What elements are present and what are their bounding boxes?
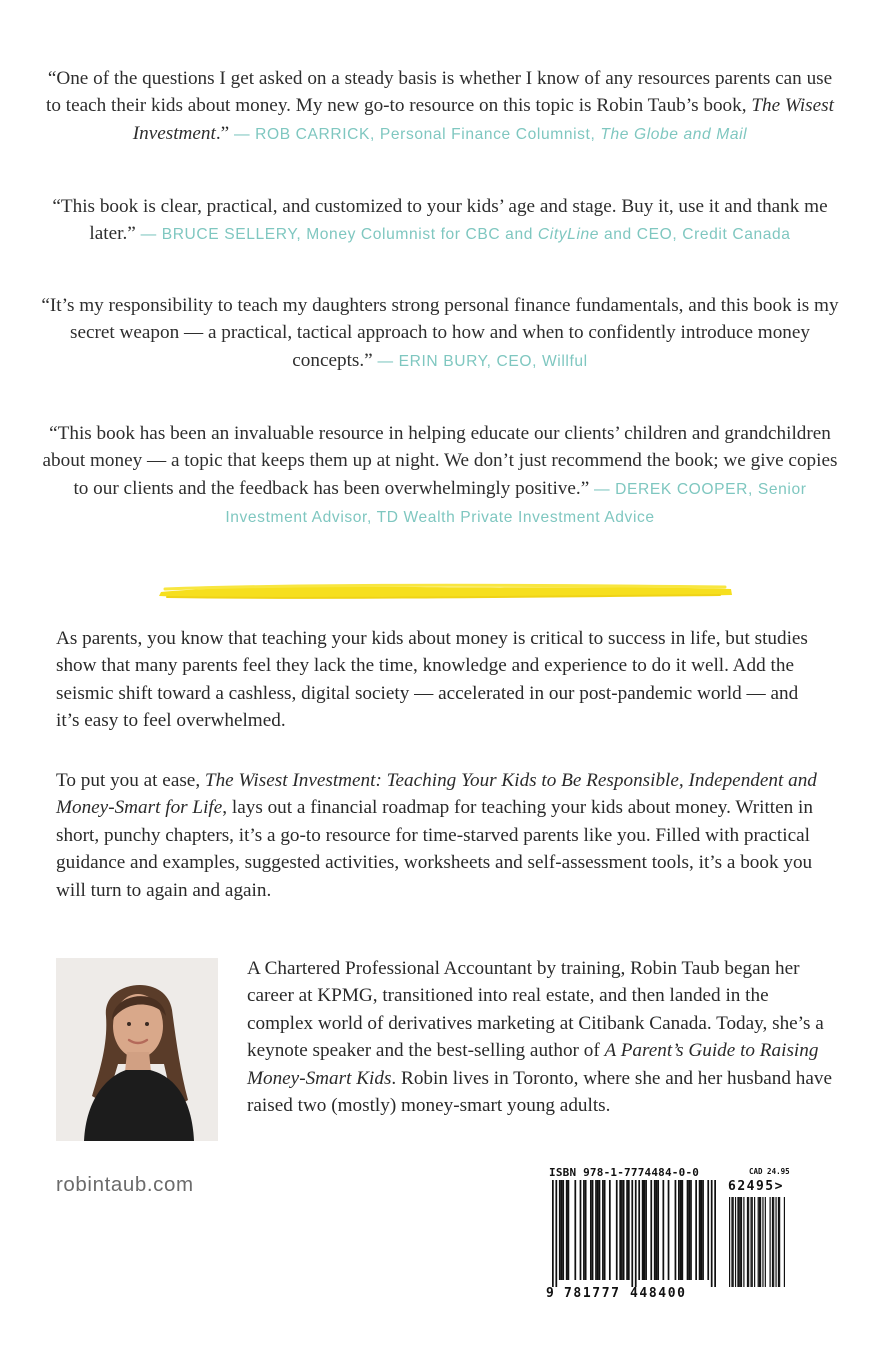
barcode-bar — [748, 1197, 749, 1287]
author-photo — [56, 958, 218, 1141]
barcode-bar — [688, 1180, 690, 1280]
barcode-bar — [741, 1197, 742, 1287]
barcode-bar — [668, 1180, 670, 1280]
testimonial-quote — [40, 292, 840, 375]
barcode-bar — [654, 1180, 656, 1280]
barcode-bar — [737, 1197, 738, 1287]
testimonial-quote — [40, 193, 840, 249]
barcode-bar — [592, 1180, 594, 1280]
barcode-bar — [735, 1197, 736, 1287]
barcode-bar — [750, 1197, 751, 1287]
barcode-bar — [602, 1180, 604, 1280]
price-label: CAD 24.95 — [749, 1167, 790, 1176]
barcode-bar — [700, 1180, 702, 1280]
barcode-bar — [662, 1180, 664, 1280]
barcode-bar — [714, 1180, 716, 1287]
barcode-bar — [604, 1180, 606, 1280]
barcode-bar — [590, 1180, 592, 1280]
barcode-bar — [566, 1180, 568, 1280]
barcode-bar — [762, 1197, 763, 1287]
barcode-bar — [568, 1180, 570, 1280]
website-url: robintaub.com — [56, 1173, 194, 1196]
isbn-label: ISBN 978-1-7774484-0-0 — [549, 1166, 700, 1179]
barcode-bar — [743, 1197, 744, 1287]
barcode-bar — [585, 1180, 587, 1280]
barcode-bar — [628, 1180, 630, 1280]
barcode-bar — [702, 1180, 704, 1280]
barcode-bar — [758, 1197, 759, 1287]
quote-text-end: .” — [215, 122, 230, 144]
barcode-bar — [754, 1197, 755, 1287]
quote-attribution: — DEREK COOPER, Senior Investment Advisor, TD Wealth Private Investment Advice — [225, 480, 807, 527]
barcode-bar — [681, 1180, 683, 1280]
barcode-bar — [626, 1180, 628, 1280]
barcode-bar — [740, 1197, 741, 1287]
barcode-bar — [773, 1197, 774, 1287]
barcode-bar — [656, 1180, 658, 1280]
testimonial-quote — [40, 65, 840, 148]
barcode-bar — [597, 1180, 599, 1280]
quote-book-title: The Wisest Investment — [132, 95, 834, 144]
barcode-bar — [583, 1180, 585, 1280]
barcode-bar — [675, 1180, 677, 1280]
barcode-bar — [775, 1197, 776, 1287]
barcode-bar — [650, 1180, 652, 1280]
barcode-bar — [752, 1197, 753, 1287]
barcode-bar — [784, 1197, 785, 1287]
highlighter-divider — [155, 576, 737, 604]
barcode-bar — [657, 1180, 659, 1280]
book-full-title: The Wisest Investment: Teaching Your Kids to Be Responsible, Independent and Money-Smart for Life — [56, 770, 817, 819]
barcode-bar — [562, 1180, 564, 1280]
barcode-bar — [765, 1197, 766, 1287]
barcode-bar — [555, 1180, 557, 1287]
quote-text: “This book is clear, practical, and customized to your kids’ age and stage. Buy it, use it and thank me later.” — [52, 196, 828, 245]
barcode-bar — [687, 1180, 689, 1280]
ean13-barcode — [552, 1180, 716, 1288]
barcode-bar — [707, 1180, 709, 1280]
barcode-bar — [747, 1197, 748, 1287]
barcode-bar — [635, 1180, 637, 1287]
barcode-bar — [779, 1197, 780, 1287]
barcode-bar — [770, 1197, 771, 1287]
barcode-bar — [733, 1197, 734, 1287]
author-bio: A Chartered Professional Accountant by training, Robin Taub began her career at KPMG, transitioned into real estate, and then landed in the complex world of derivatives marketing at Citibank Canada. Today, she’s a keynote speaker and the best-selling author of A Parent’s Guide to Raising Money-Smart Kids. Robin lives in Toronto, where she and her husband have raised two (mostly) money-smart young adults. — [247, 958, 833, 1117]
description-paragraph: As parents, you know that teaching your kids about money is critical to success in life, but studies show that many parents feel they lack the time, knowledge and experience to do it well. Add the seismic shift toward a cashless, digital society — accelerated in our post-pandemic world — and it’s easy to feel overwhelmed. — [56, 628, 808, 732]
quote-text: “One of the questions I get asked on a steady basis is whether I know of any resources parents can use to teach their kids about money. My new go-to resource on this topic is Robin Taub’s book, — [46, 68, 833, 117]
barcode-bar — [760, 1197, 761, 1287]
description-paragraph: To put you at ease, The Wisest Investment: Teaching Your Kids to Be Responsible, Independent and Money-Smart for Life, lays out a financial roadmap for teaching your kids about money. Written in short, punchy chapters, it’s a go-to resource for time-starved parents like you. Filled with practical guidance and examples, suggested activities, worksheets and self-assessment tools, it’s a book you will turn to again and again. — [56, 770, 817, 901]
barcode-bar — [759, 1197, 760, 1287]
barcode-bar — [645, 1180, 647, 1280]
barcode-bar — [552, 1180, 554, 1287]
barcode-bar — [778, 1197, 779, 1287]
barcode-bar — [559, 1180, 561, 1280]
barcode-bar — [631, 1180, 633, 1287]
barcode-bar — [739, 1197, 740, 1287]
quote-attribution: — ROB CARRICK, Personal Finance Columnist, The Globe and Mail — [233, 125, 748, 143]
barcode-bar — [643, 1180, 645, 1280]
barcode-bar — [619, 1180, 621, 1280]
barcode-bar — [772, 1197, 773, 1287]
quote-attribution: — BRUCE SELLERY, Money Columnist for CBC and CityLine and CEO, Credit Canada — [140, 226, 791, 244]
barcode-bar — [599, 1180, 601, 1280]
barcode-bar — [680, 1180, 682, 1280]
barcode-bar — [616, 1180, 618, 1280]
barcode-bar — [580, 1180, 582, 1280]
barcode-bar — [621, 1180, 623, 1280]
barcode-bar — [699, 1180, 701, 1280]
barcode-bar — [638, 1180, 640, 1280]
quote-attribution: — ERIN BURY, CEO, Willful — [377, 352, 588, 370]
previous-book-title: A Parent’s Guide to Raising Money-Smart Kids — [247, 1040, 819, 1089]
barcode-bar — [561, 1180, 563, 1280]
addon-barcode — [729, 1197, 785, 1305]
quote-text: “This book has been an invaluable resource in helping educate our clients’ children and grandchildren about money — a topic that keeps them up at night. We don’t just recommend the book; we give copies to our clients and the feedback has been overwhelmingly positive.” — [42, 423, 838, 499]
barcode-bar — [729, 1197, 730, 1287]
quote-text: “It’s my responsibility to teach my daughters strong personal finance fundamentals, and this book is my secret weapon — a practical, tactical approach to how and when to confidently introduce money concepts.” — [41, 295, 839, 371]
barcode-bar — [690, 1180, 692, 1280]
barcode-bar — [609, 1180, 611, 1280]
barcode-bar — [695, 1180, 697, 1280]
ean-digits: 781777 448400 — [564, 1286, 687, 1301]
price-addon-digits: 62495> — [728, 1179, 784, 1194]
barcode-bar — [642, 1180, 644, 1280]
barcode-bar — [711, 1180, 713, 1287]
testimonial-quote — [40, 420, 840, 532]
barcode-bar — [623, 1180, 625, 1280]
barcode-bar — [595, 1180, 597, 1280]
barcode-bar — [678, 1180, 680, 1280]
barcode-bar — [574, 1180, 576, 1280]
barcode-bar — [731, 1197, 732, 1287]
ean-first-digit: 9 — [546, 1286, 554, 1301]
